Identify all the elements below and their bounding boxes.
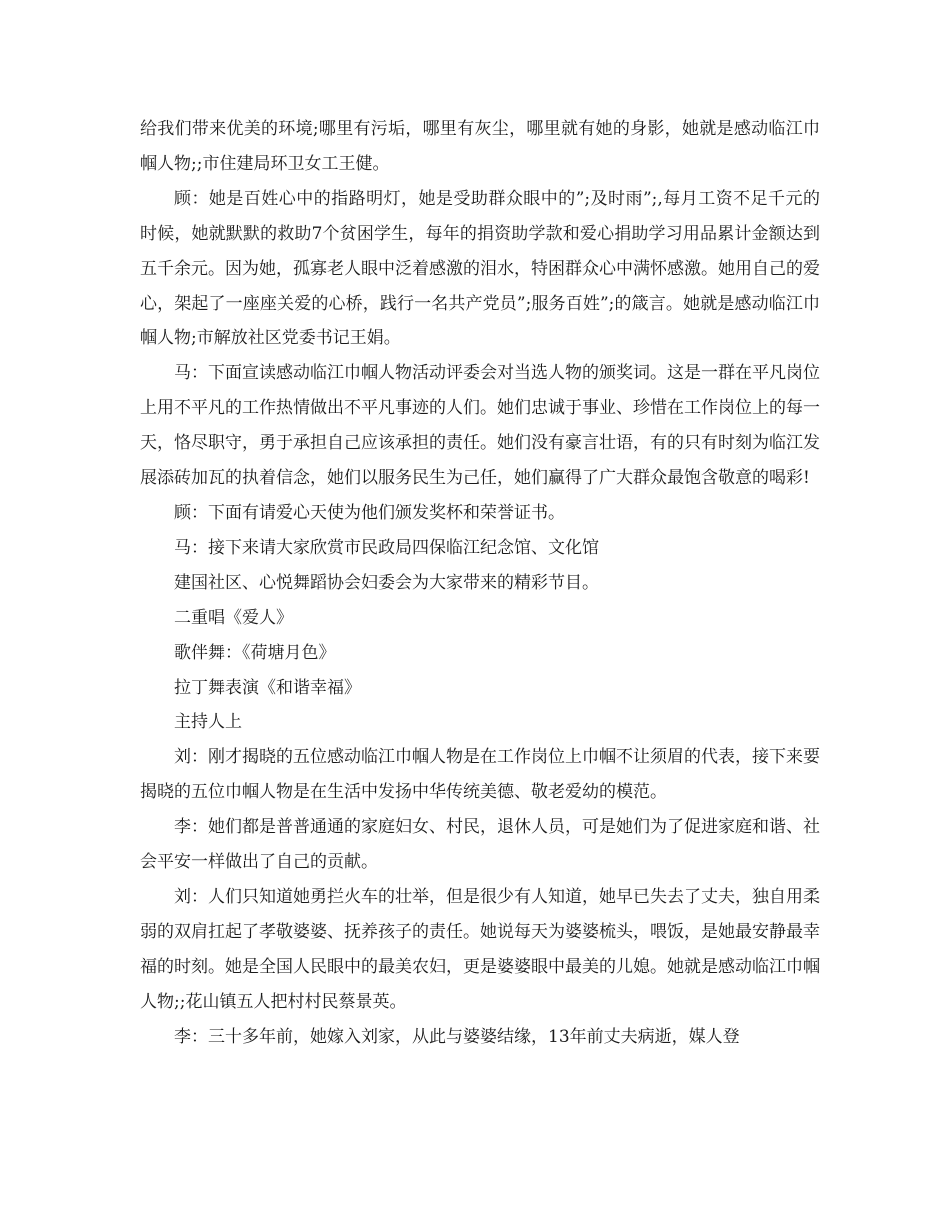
paragraph: 马：接下来请大家欣赏市民政局四保临江纪念馆、文化馆 bbox=[174, 537, 599, 558]
paragraph: 马：下面宣读感动临江巾帼人物活动评委会对当选人物的颁奖词。这是一群在平凡岗位上用不平凡的工作热情做出不平凡事迹的人们。她们忠诚于事业、珍惜在工作岗位上的每一天，恪尽职守，勇于承担自己应该承担的责任。她们没有豪言壮语，有的只有时刻为临江发展添砖加瓦的执着信念，她们以服务民生为己任，她们赢得了广大群众最饱含敬意的喝彩! bbox=[140, 363, 820, 489]
paragraph: 给我们带来优美的环境;哪里有污垢，哪里有灰尘，哪里就有她的身影，她就是感动临江巾帼人物;;市住建局环卫女工王健。 bbox=[140, 119, 820, 174]
paragraph: 二重唱《爱人》 bbox=[174, 607, 293, 628]
paragraph: 刘：刚才揭晓的五位感动临江巾帼人物是在工作岗位上巾帼不让须眉的代表，接下来要揭晓的五位巾帼人物是在生活中发扬中华传统美德、敬老爱幼的模范。 bbox=[140, 747, 820, 803]
document-body bbox=[140, 112, 820, 1054]
paragraph: 李：她们都是普普通通的家庭妇女、村民，退休人员，可是她们为了促进家庭和谐、社会平安一样做出了自己的贡献。 bbox=[140, 817, 820, 873]
paragraph: 顾：下面有请爱心天使为他们颁发奖杯和荣誉证书。 bbox=[174, 502, 565, 523]
paragraph: 歌伴舞：《荷塘月色》 bbox=[174, 642, 336, 663]
paragraph: 顾：她是百姓心中的指路明灯，她是受助群众眼中的”;及时雨”;,每月工资不足千元的时候，她就默默的救助7个贫困学生，每年的捐资助学款和爱心捐助学习用品累计金额达到五千余元。因为她，孤寡老人眼中泛着感激的泪水，特困群众心中满怀感激。她用自己的爱心，架起了一座座关爱的心桥，践行一名共产党员”;服务百姓”;的箴言。她就是感动临江巾帼人物;市解放社区党委书记王娟。 bbox=[140, 188, 820, 349]
paragraph: 建国社区、心悦舞蹈协会妇委会为大家带来的精彩节目。 bbox=[174, 572, 599, 593]
paragraph: 主持人上 bbox=[174, 712, 242, 733]
paragraph: 李：三十多年前，她嫁入刘家，从此与婆婆结缘，13年前丈夫病逝，媒人登 bbox=[174, 1026, 740, 1047]
paragraph: 刘：人们只知道她勇拦火车的壮举，但是很少有人知道，她早已失去了丈夫，独自用柔弱的双肩扛起了孝敬婆婆、抚养孩子的责任。她说每天为婆婆梳头，喂饭，是她最安静最幸福的时刻。她是全国人民眼中的最美农妇，更是婆婆眼中最美的儿媳。她就是感动临江巾帼人物;;花山镇五人把村村民蔡景英。 bbox=[140, 886, 820, 1012]
paragraph: 拉丁舞表演《和谐幸福》 bbox=[174, 677, 361, 698]
